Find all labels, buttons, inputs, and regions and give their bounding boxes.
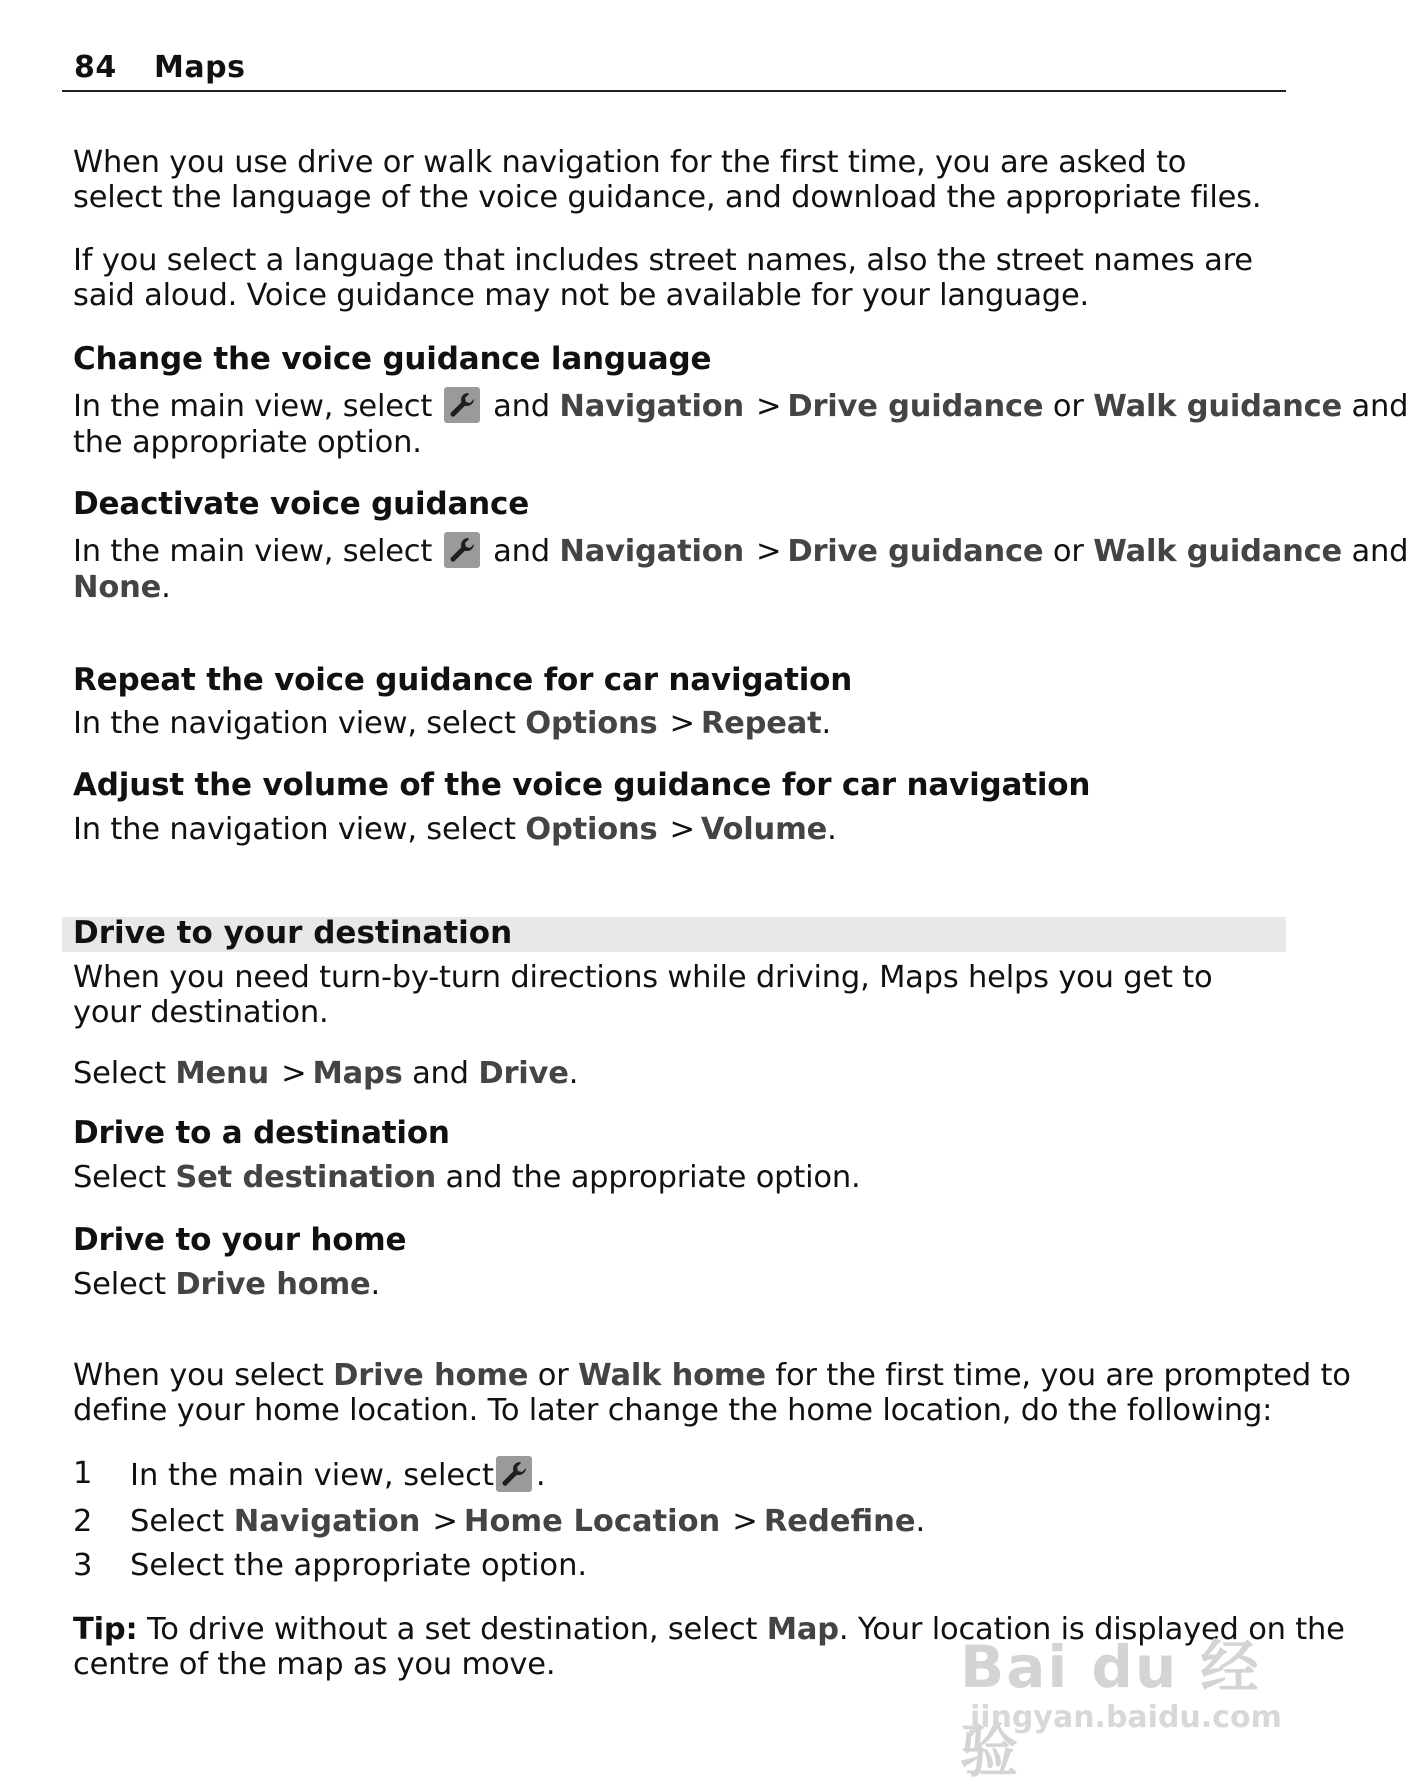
ui-walk-guidance: Walk guidance	[1093, 534, 1343, 569]
watermark-logo: Bai du 经验	[960, 1633, 1261, 1785]
instruction-text: and	[412, 1056, 469, 1091]
ui-menu: Menu	[175, 1056, 270, 1091]
repeat-instruction	[73, 706, 1283, 741]
ui-navigation: Navigation	[233, 1504, 421, 1539]
instruction-text: Select	[73, 1056, 166, 1091]
ui-drive-guidance: Drive guidance	[787, 534, 1044, 569]
ui-set-destination: Set destination	[175, 1160, 436, 1195]
instruction-text: In the navigation view, select	[73, 812, 516, 847]
ui-home-location: Home Location	[463, 1504, 721, 1539]
instruction-text: and	[493, 389, 550, 424]
step-3: Select the appropriate option.	[130, 1548, 588, 1583]
wrench-icon	[444, 387, 480, 423]
heading-drive-home: Drive to your home	[73, 1222, 407, 1258]
home-paragraph-line1	[73, 1358, 1351, 1393]
watermark-url: jingyan.baidu.com	[970, 1700, 1282, 1735]
instruction-text: When you select	[73, 1358, 324, 1393]
instruction-text: In the main view, select	[73, 534, 433, 569]
ui-redefine: Redefine	[763, 1504, 916, 1539]
step-number: 1	[73, 1456, 93, 1491]
instruction-text: In the main view, select	[73, 389, 433, 424]
heading-drive-destination: Drive to a destination	[73, 1115, 450, 1151]
ui-options: Options	[525, 812, 658, 847]
ui-volume: Volume	[700, 812, 828, 847]
ui-drive-guidance: Drive guidance	[787, 389, 1044, 424]
tip-line2: centre of the map as you move.	[73, 1647, 556, 1682]
instruction-text: . Your location is displayed on the	[838, 1612, 1345, 1647]
change-language-instruction	[73, 387, 1408, 424]
ui-map: Map	[766, 1612, 839, 1647]
heading-deactivate: Deactivate voice guidance	[73, 486, 530, 522]
punctuation: .	[915, 1504, 926, 1539]
instruction-text: and	[1351, 389, 1408, 424]
page-title: Maps	[154, 50, 246, 85]
ui-drive-home: Drive home	[333, 1358, 529, 1393]
drive-destination-instruction	[73, 1160, 1283, 1195]
ui-navigation: Navigation	[559, 534, 744, 569]
instruction-text: Select	[130, 1504, 225, 1539]
instruction-text: or	[1052, 534, 1084, 569]
instruction-text: or	[1052, 389, 1084, 424]
punctuation: .	[827, 812, 837, 847]
instruction-text: and the appropriate option.	[445, 1160, 861, 1195]
step-2	[130, 1504, 925, 1539]
instruction-text: In the navigation view, select	[73, 706, 516, 741]
section-heading-bar	[62, 917, 1286, 952]
separator: >	[755, 534, 782, 569]
baidu-watermark	[960, 1580, 1280, 1790]
deactivate-instruction-line2	[73, 570, 1283, 605]
step-1	[130, 1456, 546, 1493]
separator: >	[281, 1056, 307, 1091]
deactivate-instruction	[73, 532, 1408, 569]
instruction-text: Select	[73, 1160, 166, 1195]
separator: >	[755, 389, 782, 424]
punctuation: .	[568, 1056, 579, 1091]
ui-walk-guidance: Walk guidance	[1093, 389, 1343, 424]
ui-navigation: Navigation	[559, 389, 744, 424]
heading-volume: Adjust the volume of the voice guidance for car navigation	[73, 767, 1091, 803]
separator: >	[432, 1504, 458, 1539]
instruction-text: and	[1351, 534, 1408, 569]
step-number: 3	[73, 1548, 93, 1583]
wrench-icon	[444, 532, 480, 568]
intro-paragraph-2: If you select a language that includes street names, also the street names are said aloud. Voice guidance may not be available for your language.	[73, 243, 1253, 313]
page-header	[62, 48, 1286, 92]
heading-repeat: Repeat the voice guidance for car navigation	[73, 662, 853, 698]
intro-paragraph-1: When you use drive or walk navigation for the first time, you are asked to select the language of the voice guidance, and download the appropriate files.	[73, 145, 1262, 215]
instruction-text: In the main view, select	[130, 1458, 494, 1493]
drive-home-instruction	[73, 1267, 1283, 1302]
drive-section-paragraph: When you need turn-by-turn directions while driving, Maps helps you get to your destination.	[73, 960, 1213, 1030]
instruction-text: Select	[73, 1267, 166, 1302]
punctuation: .	[370, 1267, 381, 1302]
wrench-icon	[496, 1456, 532, 1492]
ui-none: None	[73, 570, 162, 605]
section-title: Drive to your destination	[73, 915, 513, 951]
page-number: 84	[74, 50, 117, 85]
ui-options: Options	[525, 706, 658, 741]
instruction-text: To drive without a set destination, select	[147, 1612, 758, 1647]
ui-walk-home: Walk home	[578, 1358, 766, 1393]
step-number: 2	[73, 1504, 93, 1539]
instruction-text: and	[493, 534, 550, 569]
punctuation: .	[821, 706, 831, 741]
home-paragraph-line2: define your home location. To later change the home location, do the following:	[73, 1393, 1273, 1428]
change-language-instruction-line2: the appropriate option.	[73, 425, 422, 460]
separator: >	[669, 706, 695, 741]
ui-maps: Maps	[312, 1056, 403, 1091]
drive-section-select	[73, 1056, 1283, 1091]
volume-instruction	[73, 812, 1283, 847]
instruction-text: for the first time, you are prompted to	[775, 1358, 1351, 1393]
punctuation: .	[535, 1458, 546, 1493]
heading-change-language: Change the voice guidance language	[73, 341, 712, 377]
separator: >	[732, 1504, 758, 1539]
ui-drive-home: Drive home	[175, 1267, 371, 1302]
ui-drive: Drive	[478, 1056, 569, 1091]
separator: >	[669, 812, 695, 847]
tip-label: Tip:	[73, 1612, 138, 1647]
punctuation: .	[161, 570, 171, 605]
ui-repeat: Repeat	[700, 706, 822, 741]
instruction-text: or	[537, 1358, 569, 1393]
